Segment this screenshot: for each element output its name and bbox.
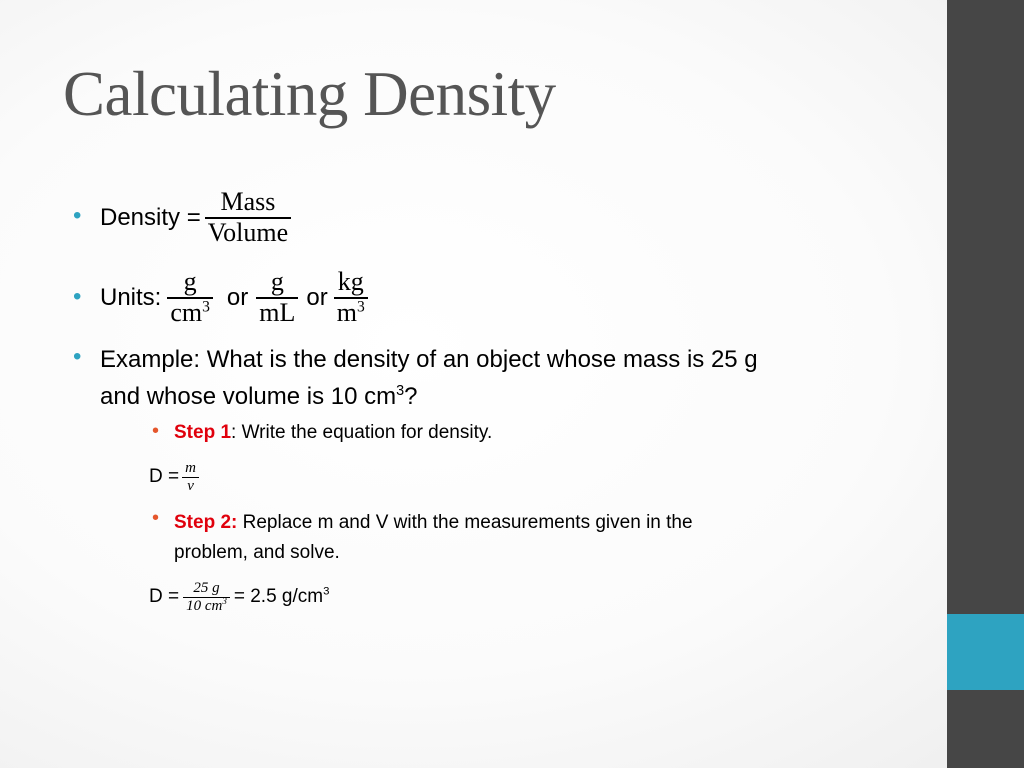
example-text [100, 341, 758, 415]
unit-denominator: mL [259, 298, 296, 327]
solution-equation [149, 572, 329, 622]
superscript: 3 [202, 298, 210, 316]
superscript: 3 [356, 298, 365, 316]
units-label: Units: [100, 284, 162, 311]
superscript: 3 [323, 585, 330, 598]
step-2-line-1 [174, 508, 693, 538]
or-text: or [226, 284, 249, 311]
mass-volume-fraction [205, 188, 291, 247]
bullet-icon: • [73, 283, 82, 310]
step-2-line-2: problem, and solve. [174, 542, 340, 563]
sub-bullet-icon: • [152, 420, 160, 442]
unit-numerator: g [183, 267, 197, 297]
fraction-numerator: m [185, 460, 196, 476]
density-equation [149, 454, 199, 500]
unit-denominator-text: m [336, 298, 357, 327]
units-line [100, 262, 368, 334]
bullet-icon: • [73, 343, 82, 370]
step-1-text: : Write the equation for density. [231, 422, 493, 443]
unit-g-per-ml [256, 268, 298, 327]
density-definition [100, 186, 291, 250]
fraction-denominator: Volume [207, 218, 289, 247]
example-line-2-text: and whose volume is 10 cm [100, 383, 397, 410]
superscript: 3 [396, 383, 405, 399]
equation-prefix: D = [149, 466, 180, 487]
unit-denominator [334, 299, 368, 328]
mass-over-volume-values [183, 580, 230, 614]
example-line-2-end: ? [404, 383, 418, 410]
bullet-icon: • [73, 202, 82, 229]
equation-prefix: D = [149, 586, 180, 607]
slide-title: Calculating Density [63, 59, 556, 129]
result-value: = 2.5 g/cm [233, 586, 324, 607]
unit-numerator: kg [337, 267, 364, 297]
or-text: or [306, 284, 328, 311]
fraction-numerator: 25 g [193, 580, 220, 596]
fraction-denominator: v [187, 477, 194, 494]
unit-denominator [167, 299, 213, 328]
m-over-v-fraction [182, 460, 199, 494]
result-text [234, 586, 330, 608]
unit-numerator: g [270, 267, 284, 297]
fraction-denominator [183, 595, 230, 615]
unit-g-per-cm3 [167, 268, 213, 327]
step-2-text: Replace m and V with the measurements given in the [237, 512, 693, 533]
unit-kg-per-m3 [334, 268, 368, 327]
sub-bullet-icon: • [152, 507, 160, 529]
step-1-label: Step 1 [174, 422, 232, 443]
example-line-2 [100, 378, 758, 415]
example-line-1: Example: What is the density of an object whose mass is 25 g [100, 346, 758, 373]
superscript: 3 [222, 595, 227, 606]
step-2 [174, 508, 693, 568]
density-label: Density = [100, 204, 201, 231]
fraction-numerator: Mass [220, 187, 276, 217]
step-2-label: Step 2: [174, 512, 238, 533]
unit-denominator-text: cm [170, 298, 203, 327]
fraction-denominator-text: 10 cm [186, 597, 223, 614]
step-1 [174, 422, 492, 444]
sidebar-accent-block [947, 614, 1024, 690]
